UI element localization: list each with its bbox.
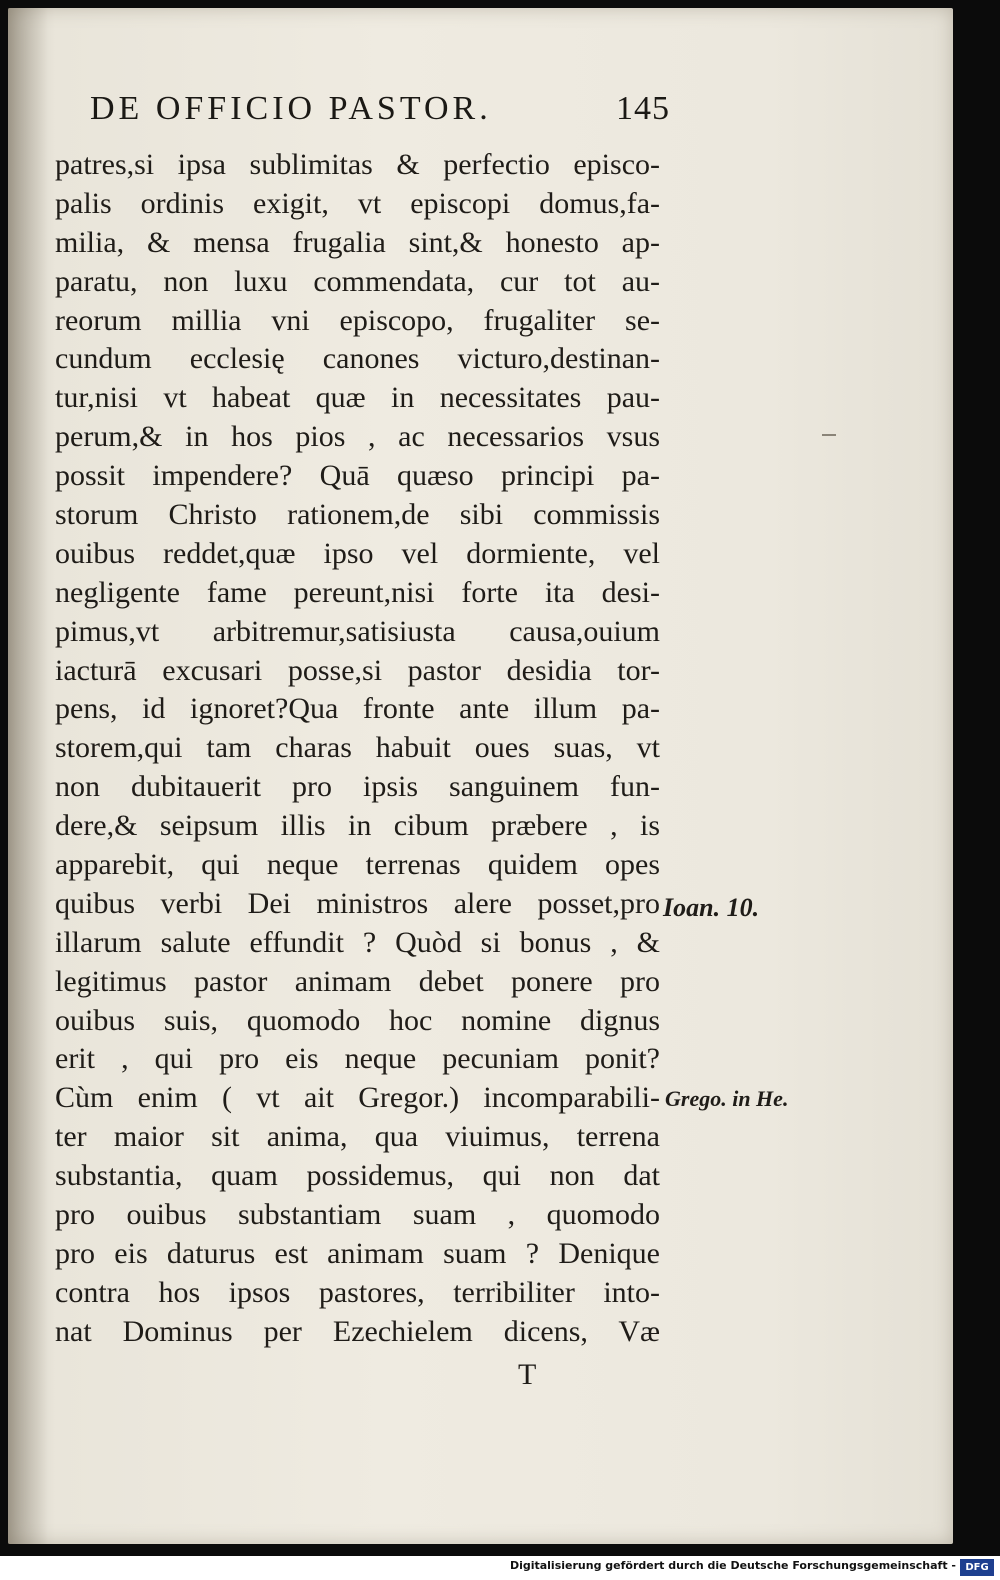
text-line: pens, id ignoret?Qua fronte ante illum pa- (55, 692, 660, 726)
dfg-logo: DFG (960, 1559, 994, 1576)
running-head (90, 90, 670, 140)
text-line: ter maior sit anima, qua viuimus, terrena (55, 1120, 660, 1154)
text-line: ouibus suis, quomodo hoc nomine dignus (55, 1003, 660, 1037)
margin-dash-mark (822, 434, 836, 436)
text-line: non dubitauerit pro ipsis sanguinem fun- (55, 770, 660, 804)
marginal-note-grego: Grego. in He. (665, 1086, 789, 1111)
footer-bar (0, 1556, 1000, 1580)
text-line: pimus,vt arbitremur,satisiusta causa,ouium (55, 614, 660, 648)
text-line: dere,& seipsum illis in cibum præbere , is (55, 809, 660, 843)
text-line: tur,nisi vt habeat quæ in necessitates pau- (55, 381, 660, 415)
text-line: apparebit, qui neque terrenas quidem opes (55, 848, 660, 882)
text-line: milia, & mensa frugalia sint,& honesto ap- (55, 225, 660, 259)
text-line: possit impendere? Quā quæso principi pa- (55, 459, 660, 493)
text-line: negligente fame pereunt,nisi forte ita desi- (55, 575, 660, 609)
text-line: iacturā excusari posse,si pastor desidia tor- (55, 653, 660, 687)
text-line: legitimus pastor animam debet ponere pro (55, 964, 660, 998)
text-line: palis ordinis exigit, vt episcopi domus,fa- (55, 186, 660, 220)
text-line: pro eis daturus est animam suam ? Denique (55, 1236, 660, 1270)
text-line: contra hos ipsos pastores, terribiliter into- (55, 1275, 660, 1309)
text-line: nat Dominus per Ezechielem dicens, Væ (55, 1314, 660, 1348)
text-line: paratu, non luxu commendata, cur tot au- (55, 264, 660, 298)
footer-credit: Digitalisierung gefördert durch die Deutsche Forschungsgemeinschaft - (509, 1559, 956, 1572)
text-line: patres,si ipsa sublimitas & perfectio episco- (55, 148, 660, 181)
text-line: reorum millia vni episcopo, frugaliter se- (55, 303, 660, 337)
text-line: Cùm enim ( vt ait Gregor.) incomparabili- (55, 1081, 660, 1115)
marginal-note-ioan: Ioan. 10. (663, 893, 760, 922)
text-line: erit , qui pro eis neque pecuniam ponit? (55, 1042, 660, 1076)
text-line: quibus verbi Dei ministros alere posset,pro (55, 886, 660, 920)
running-title: DE OFFICIO PASTOR. (90, 90, 492, 127)
text-line: cundum ecclesię canones victuro,destinan- (55, 342, 660, 376)
text-line: perum,& in hos pios , ac necessarios vsus (55, 420, 660, 454)
text-line: illarum salute effundit ? Quòd si bonus , & (55, 925, 660, 959)
text-line: substantia, quam possidemus, qui non dat (55, 1159, 660, 1193)
text-line: pro ouibus substantiam suam , quomodo (55, 1198, 660, 1232)
gutter-shadow (8, 8, 48, 1544)
page-number: 145 (616, 90, 670, 127)
text-line: storem,qui tam charas habuit oues suas, vt (55, 731, 660, 765)
text-line: storum Christo rationem,de sibi commissis (55, 498, 660, 532)
text-line: ouibus reddet,quæ ipso vel dormiente, vel (55, 536, 660, 570)
signature-mark: T (518, 1358, 537, 1391)
body-text (55, 146, 660, 1352)
